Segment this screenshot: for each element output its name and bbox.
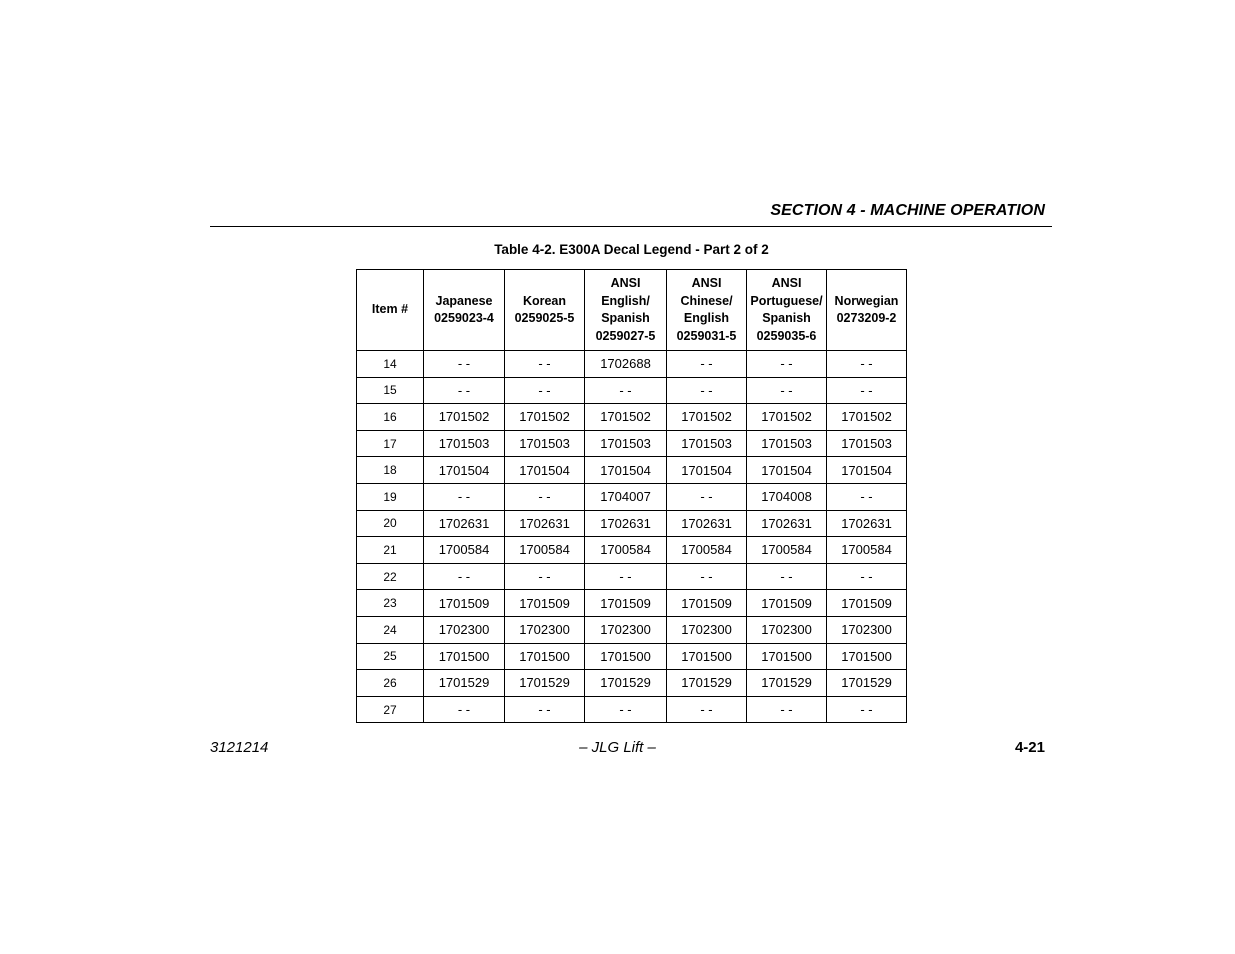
- part-number-cell: - -: [827, 563, 907, 590]
- col-header-line: ANSI: [771, 276, 802, 290]
- col-header-line: 0259025-5: [514, 311, 575, 325]
- item-number-cell: 23: [357, 590, 424, 617]
- part-number-cell: 1700584: [585, 537, 667, 564]
- part-number-cell: 1701509: [667, 590, 747, 617]
- header-rule: [210, 226, 1052, 227]
- part-number-cell: - -: [667, 351, 747, 378]
- col-header-line: 0259023-4: [434, 311, 494, 325]
- part-number-cell: - -: [747, 563, 827, 590]
- part-number-cell: 1701503: [505, 430, 585, 457]
- part-number-cell: - -: [667, 696, 747, 723]
- part-number-cell: 1701509: [585, 590, 667, 617]
- part-number-cell: 1701529: [747, 670, 827, 697]
- part-number-cell: 1701502: [667, 404, 747, 431]
- part-number-cell: 1700584: [424, 537, 505, 564]
- part-number-cell: 1702300: [424, 616, 505, 643]
- part-number-cell: 1702631: [585, 510, 667, 537]
- item-number-cell: 17: [357, 430, 424, 457]
- part-number-cell: - -: [505, 351, 585, 378]
- part-number-cell: - -: [667, 483, 747, 510]
- part-number-cell: 1701529: [667, 670, 747, 697]
- part-number-cell: - -: [505, 377, 585, 404]
- item-number-cell: 15: [357, 377, 424, 404]
- col-header-line: 0259027-5: [595, 328, 656, 343]
- part-number-cell: - -: [424, 483, 505, 510]
- col-header-line: Chinese/: [680, 293, 733, 308]
- part-number-cell: - -: [585, 696, 667, 723]
- col-header-ansi-english-spanish: [585, 270, 667, 351]
- decal-legend-table: [356, 269, 907, 723]
- table-caption: Table 4-2. E300A Decal Legend - Part 2 of 2: [494, 242, 769, 257]
- part-number-cell: 1704008: [747, 483, 827, 510]
- col-header-line: Japanese: [435, 293, 493, 308]
- part-number-cell: 1702300: [747, 616, 827, 643]
- part-number-cell: - -: [667, 377, 747, 404]
- col-header-ansi-chinese-english: [667, 270, 747, 351]
- item-number-cell: 22: [357, 563, 424, 590]
- doc-number: 3121214: [210, 739, 269, 756]
- part-number-cell: 1702631: [667, 510, 747, 537]
- part-number-cell: 1700584: [667, 537, 747, 564]
- part-number-cell: 1701509: [747, 590, 827, 617]
- item-number-cell: 14: [357, 351, 424, 378]
- part-number-cell: 1701502: [585, 404, 667, 431]
- part-number-cell: 1701504: [424, 457, 505, 484]
- table-row: [357, 483, 907, 510]
- part-number-cell: 1700584: [827, 537, 907, 564]
- part-number-cell: - -: [424, 351, 505, 378]
- part-number-cell: 1701529: [424, 670, 505, 697]
- part-number-cell: - -: [747, 696, 827, 723]
- part-number-cell: 1702631: [827, 510, 907, 537]
- col-header-line: Portuguese/: [750, 293, 823, 308]
- part-number-cell: - -: [585, 377, 667, 404]
- item-number-cell: 27: [357, 696, 424, 723]
- table-row: [357, 643, 907, 670]
- part-number-cell: 1702300: [585, 616, 667, 643]
- part-number-cell: 1700584: [505, 537, 585, 564]
- part-number-cell: - -: [424, 563, 505, 590]
- part-number-cell: 1702631: [424, 510, 505, 537]
- col-header-line: English/: [601, 293, 650, 308]
- col-header-line: 0259031-5: [676, 328, 737, 343]
- col-header-korean: [505, 270, 585, 351]
- part-number-cell: 1701504: [667, 457, 747, 484]
- part-number-cell: 1701504: [585, 457, 667, 484]
- table-row: [357, 563, 907, 590]
- item-number-cell: 18: [357, 457, 424, 484]
- part-number-cell: 1701502: [827, 404, 907, 431]
- part-number-cell: 1701503: [585, 430, 667, 457]
- part-number-cell: 1701500: [505, 643, 585, 670]
- table-row: [357, 616, 907, 643]
- table-body: [357, 351, 907, 723]
- part-number-cell: 1701529: [505, 670, 585, 697]
- part-number-cell: - -: [424, 377, 505, 404]
- item-number-cell: 21: [357, 537, 424, 564]
- col-header-line: Spanish: [762, 311, 811, 325]
- col-header-item: [357, 270, 424, 351]
- part-number-cell: 1702631: [505, 510, 585, 537]
- part-number-cell: - -: [827, 377, 907, 404]
- table-row: [357, 430, 907, 457]
- table-header-row: [357, 270, 907, 351]
- table-row: [357, 377, 907, 404]
- item-number-cell: 26: [357, 670, 424, 697]
- item-number-cell: 25: [357, 643, 424, 670]
- col-header-line: ANSI: [610, 276, 641, 290]
- col-header-line: English: [683, 311, 730, 325]
- item-number-cell: 19: [357, 483, 424, 510]
- item-number-cell: 20: [357, 510, 424, 537]
- table-row: [357, 404, 907, 431]
- section-title: SECTION 4 - MACHINE OPERATION: [770, 202, 1045, 219]
- col-header-japanese: [424, 270, 505, 351]
- part-number-cell: - -: [505, 483, 585, 510]
- part-number-cell: - -: [827, 483, 907, 510]
- part-number-cell: - -: [585, 563, 667, 590]
- part-number-cell: - -: [747, 351, 827, 378]
- part-number-cell: 1701529: [827, 670, 907, 697]
- table-row: [357, 351, 907, 378]
- col-header-ansi-portuguese-spanish: [747, 270, 827, 351]
- item-number-cell: 16: [357, 404, 424, 431]
- part-number-cell: - -: [827, 696, 907, 723]
- table-row: [357, 457, 907, 484]
- part-number-cell: 1701502: [505, 404, 585, 431]
- part-number-cell: 1701500: [667, 643, 747, 670]
- part-number-cell: - -: [424, 696, 505, 723]
- part-number-cell: - -: [747, 377, 827, 404]
- col-header-line: 0259035-6: [756, 328, 817, 343]
- col-header-line: 0273209-2: [836, 311, 897, 325]
- table-row: [357, 537, 907, 564]
- table-row: [357, 670, 907, 697]
- part-number-cell: 1701500: [424, 643, 505, 670]
- table-row: [357, 510, 907, 537]
- part-number-cell: 1701509: [827, 590, 907, 617]
- table-row: [357, 696, 907, 723]
- part-number-cell: 1701502: [747, 404, 827, 431]
- part-number-cell: 1702300: [667, 616, 747, 643]
- col-header-line: Korean: [522, 293, 567, 308]
- part-number-cell: 1701509: [424, 590, 505, 617]
- part-number-cell: 1701500: [585, 643, 667, 670]
- part-number-cell: 1701500: [747, 643, 827, 670]
- part-number-cell: - -: [667, 563, 747, 590]
- part-number-cell: 1701500: [827, 643, 907, 670]
- item-number-cell: 24: [357, 616, 424, 643]
- col-header-norwegian: [827, 270, 907, 351]
- part-number-cell: 1701503: [747, 430, 827, 457]
- part-number-cell: 1701502: [424, 404, 505, 431]
- part-number-cell: - -: [827, 351, 907, 378]
- table-row: [357, 590, 907, 617]
- part-number-cell: 1701503: [424, 430, 505, 457]
- part-number-cell: 1701504: [747, 457, 827, 484]
- part-number-cell: 1702300: [827, 616, 907, 643]
- part-number-cell: - -: [505, 696, 585, 723]
- col-header-line: Item #: [371, 302, 409, 317]
- part-number-cell: 1702688: [585, 351, 667, 378]
- part-number-cell: 1700584: [747, 537, 827, 564]
- part-number-cell: 1702300: [505, 616, 585, 643]
- col-header-line: Spanish: [601, 311, 650, 325]
- part-number-cell: 1701503: [667, 430, 747, 457]
- part-number-cell: - -: [505, 563, 585, 590]
- part-number-cell: 1701503: [827, 430, 907, 457]
- footer-brand: – JLG Lift –: [579, 739, 656, 756]
- page-number: 4-21: [1014, 739, 1045, 756]
- part-number-cell: 1701529: [585, 670, 667, 697]
- part-number-cell: 1701504: [827, 457, 907, 484]
- part-number-cell: 1701509: [505, 590, 585, 617]
- part-number-cell: 1702631: [747, 510, 827, 537]
- part-number-cell: 1704007: [585, 483, 667, 510]
- part-number-cell: 1701504: [505, 457, 585, 484]
- col-header-line: Norwegian: [834, 293, 899, 308]
- col-header-line: ANSI: [691, 276, 722, 290]
